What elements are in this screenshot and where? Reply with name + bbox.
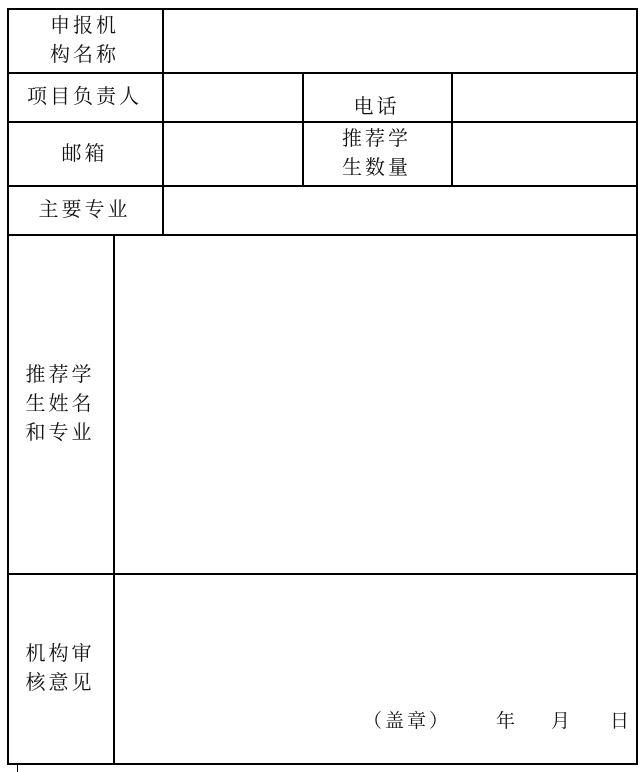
recommended-students-label-line-1: 推荐学 bbox=[25, 362, 95, 386]
recommended-students-field[interactable] bbox=[115, 236, 636, 573]
recommended-students-label-line-2: 生姓名 bbox=[25, 391, 95, 415]
student-count-label-line-1: 推荐学 bbox=[342, 126, 411, 150]
year-text: 年 bbox=[496, 710, 519, 732]
major-label: 主要专业 bbox=[38, 197, 131, 221]
recommended-students-label-line-3: 和专业 bbox=[25, 420, 95, 444]
recommended-students-label bbox=[7, 234, 113, 573]
application-form bbox=[7, 8, 638, 765]
institution-name-field[interactable] bbox=[164, 10, 636, 72]
institution-name-label bbox=[7, 8, 162, 72]
phone-field[interactable] bbox=[453, 74, 636, 121]
table-border-right bbox=[636, 8, 638, 765]
day-text: 日 bbox=[610, 710, 633, 732]
institution-review-label bbox=[7, 573, 113, 763]
major-field[interactable] bbox=[164, 187, 636, 234]
month-text: 月 bbox=[551, 710, 574, 732]
email-label: 邮箱 bbox=[61, 140, 108, 165]
project-lead-field[interactable] bbox=[164, 74, 302, 121]
institution-name-label-line-1: 申报机 bbox=[50, 13, 119, 37]
project-lead-label: 项目负责人 bbox=[27, 84, 142, 108]
table-border-bottom bbox=[7, 763, 638, 765]
phone-label: 电话 bbox=[353, 94, 400, 118]
institution-review-field[interactable] bbox=[115, 575, 636, 763]
text-cursor-mark bbox=[17, 763, 18, 772]
email-field[interactable] bbox=[164, 123, 302, 185]
student-count-label-line-2: 生数量 bbox=[342, 155, 411, 179]
seal-text: （盖章） bbox=[363, 710, 452, 732]
student-count-label bbox=[302, 121, 451, 185]
institution-name-label-line-2: 构名称 bbox=[50, 42, 119, 66]
student-count-field[interactable] bbox=[453, 123, 636, 185]
institution-review-label-line-1: 机构审 bbox=[25, 641, 95, 665]
institution-review-label-line-2: 核意见 bbox=[25, 670, 95, 694]
